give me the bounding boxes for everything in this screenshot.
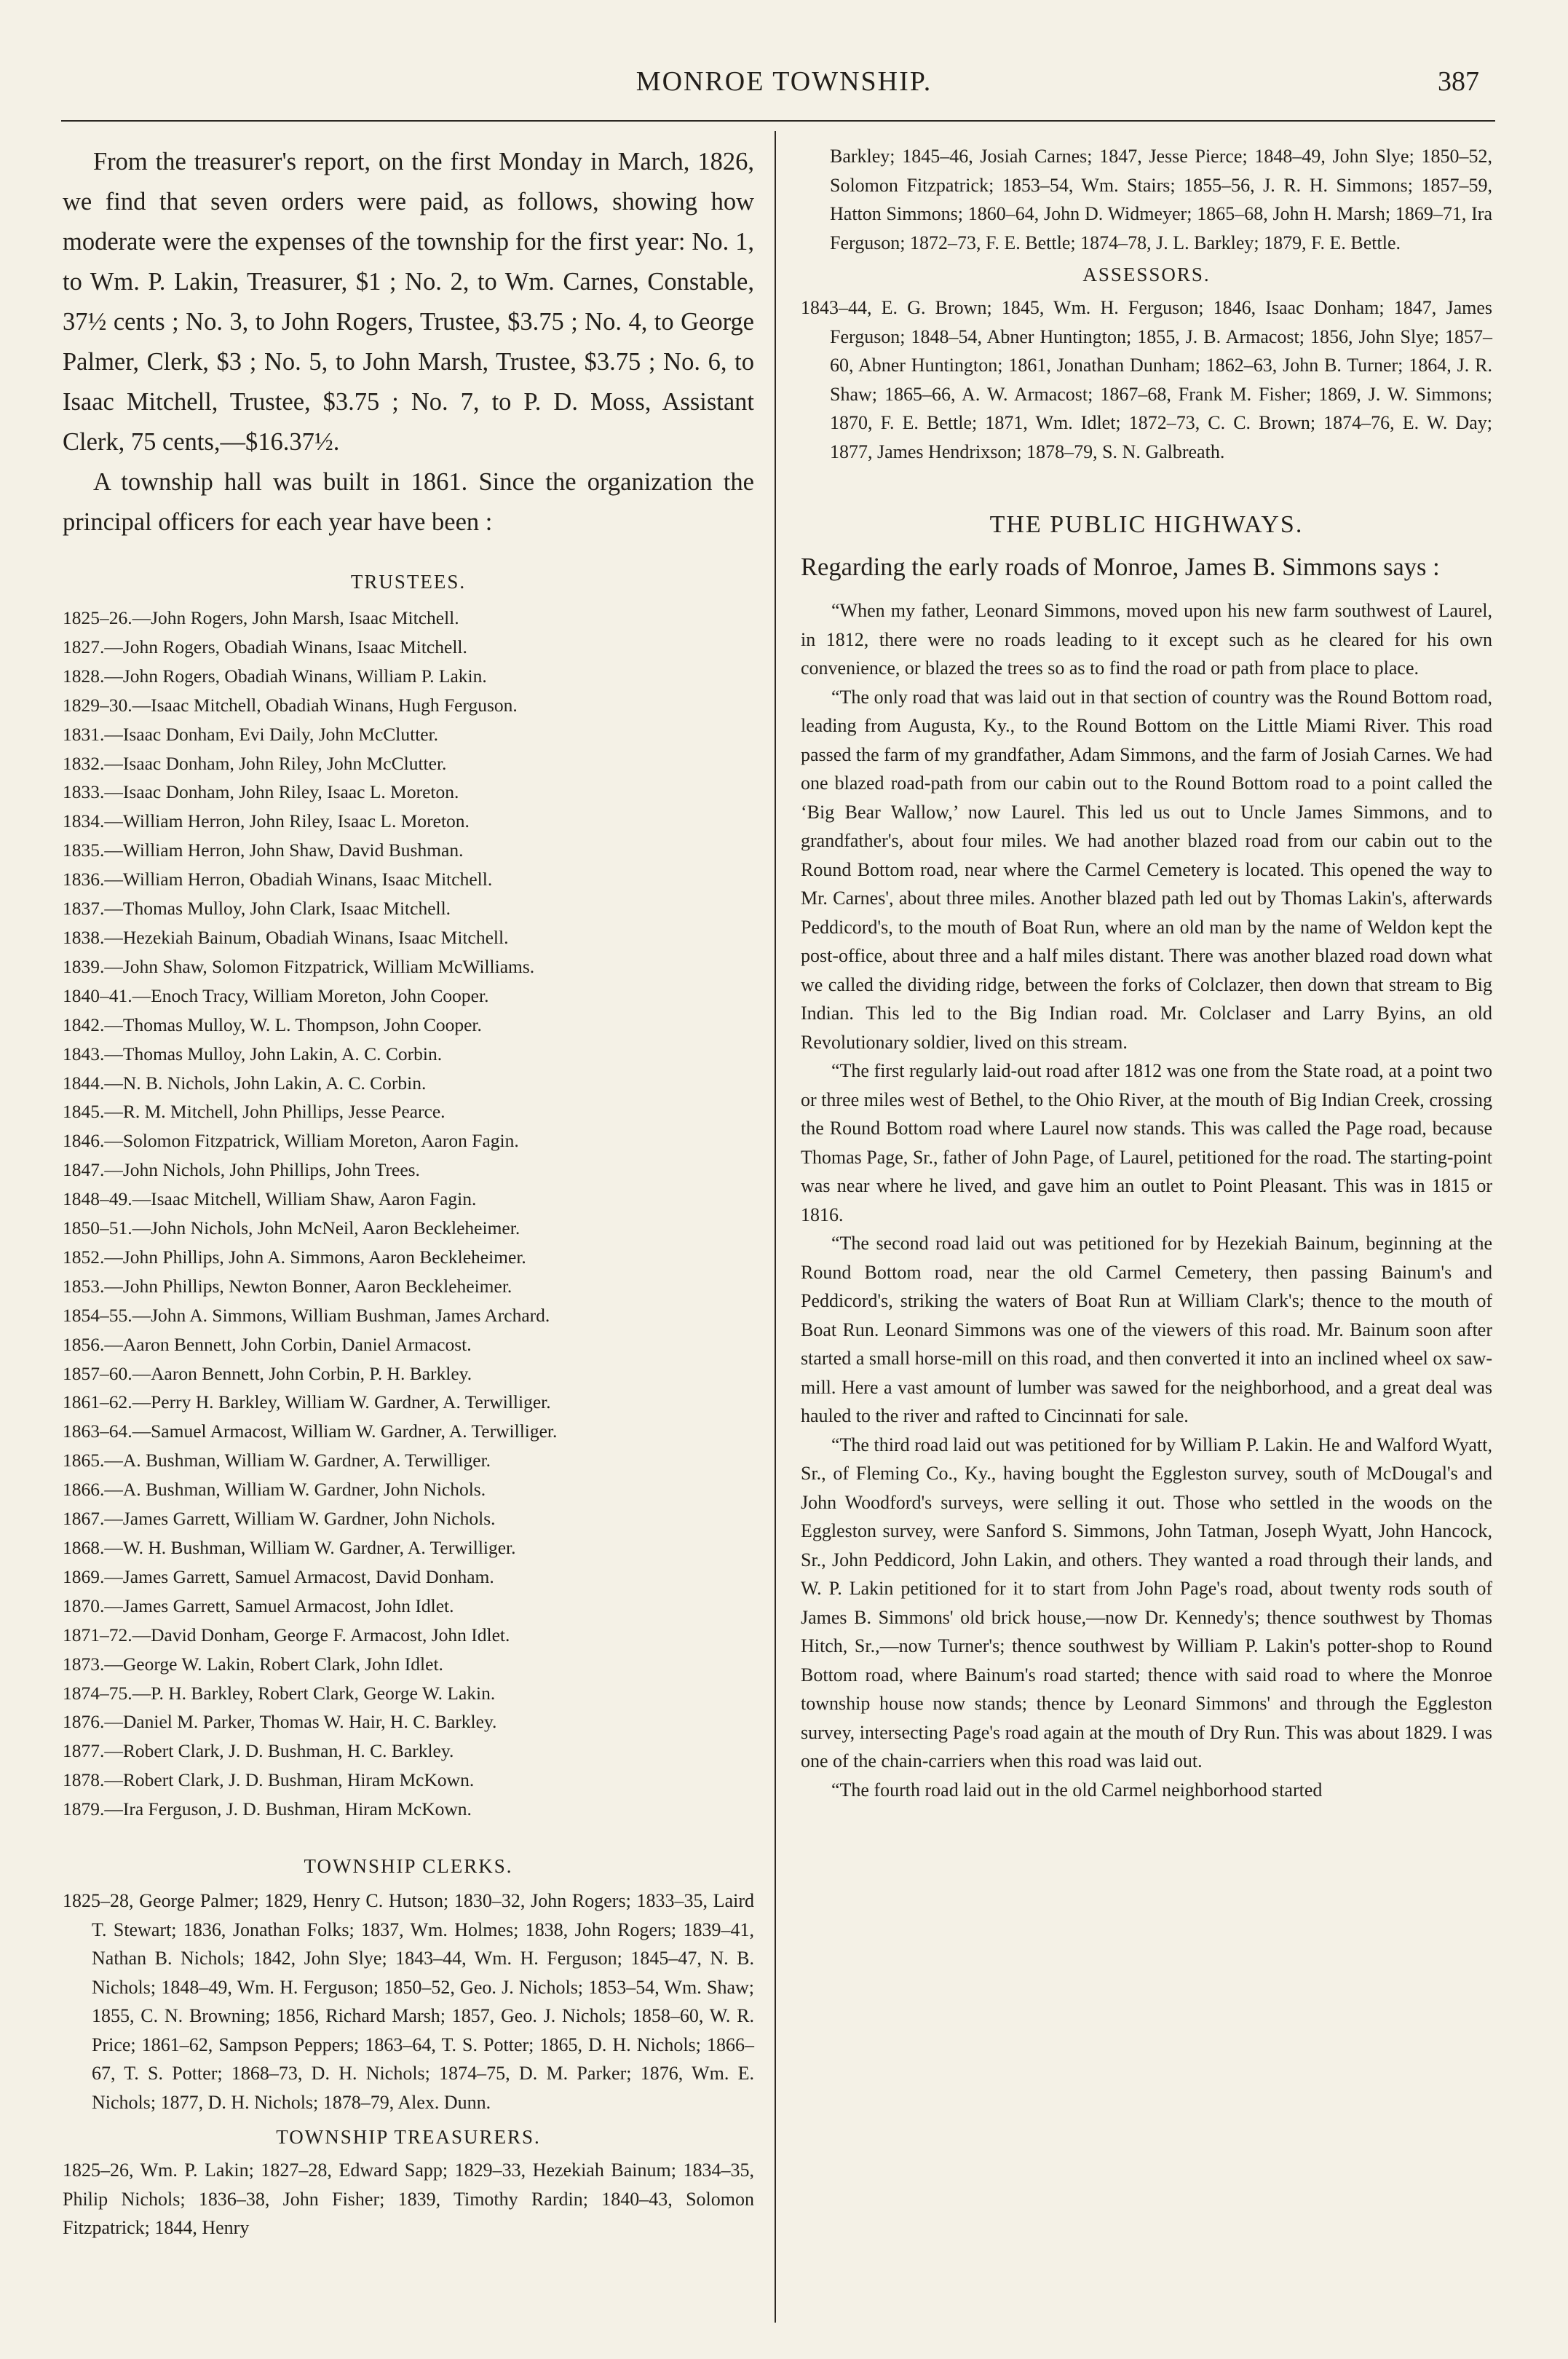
trustee-entry: 1825–26.—John Rogers, John Marsh, Isaac Mitchell. [63,607,459,628]
trustee-entry: 1866.—A. Bushman, William W. Gardner, John Nichols. [63,1479,486,1501]
trustee-entry: 1827.—John Rogers, Obadiah Winans, Isaac Mitchell. [63,636,467,657]
header-rule [61,120,1495,122]
assessors-heading: ASSESSORS. [1082,264,1211,285]
trustee-entry: 1861–62.—Perry H. Barkley, William W. Gardner, A. Terwilliger. [63,1391,551,1413]
treasurers-continued-text: Barkley; 1845–46, Josiah Carnes; 1847, Jesse Pierce; 1848–49, John Slye; 1850–52, Solomon Fitzpatrick; 1853–54, Wm. Stairs; 1855–56, J. R. H. Simmons; 1857–59, Hatton Simmons; 1860–64, John D. Widmeyer; 1865–68, John H. Marsh; 1869–71, Ira Ferguson; 1872–73, F. E. Bettle; 1874–78, J. L. Barkley; 1879, F. E. Bettle. [830,146,1492,253]
trustee-entry: 1877.—Robert Clark, J. D. Bushman, H. C. Barkley. [63,1740,454,1762]
assessors-text: 1843–44, E. G. Brown; 1845, Wm. H. Ferguson; 1846, Isaac Donham; 1847, James Ferguson; 1848–54, Abner Huntington; 1855, J. B. Armacost; 1856, John Slye; 1857–60, Abner Huntington; 1861, Jonathan Dunham; 1862–63, John B. Turner; 1864, J. R. Shaw; 1865–66, A. W. Armacost; 1867–68, Frank M. Fisher; 1869, J. W. Simmons; 1870, F. E. Bettle; 1871, Wm. Idlet; 1872–73, C. C. Brown; 1874–76, E. W. Day; 1877, James Hendrixson; 1878–79, S. N. Galbreath. [801,297,1492,462]
trustee-entry: 1836.—William Herron, Obadiah Winans, Isaac Mitchell. [63,869,493,890]
trustee-entry: 1848–49.—Isaac Mitchell, William Shaw, Aaron Fagin. [63,1188,477,1210]
trustee-entry: 1874–75.—P. H. Barkley, Robert Clark, George W. Lakin. [63,1682,496,1704]
trustee-entry: 1879.—Ira Ferguson, J. D. Bushman, Hiram McKown. [63,1798,472,1820]
trustee-entry: 1863–64.—Samuel Armacost, William W. Gardner, A. Terwilliger. [63,1420,558,1442]
trustee-entry: 1844.—N. B. Nichols, John Lakin, A. C. Corbin. [63,1072,427,1094]
trustee-entry: 1878.—Robert Clark, J. D. Bushman, Hiram McKown. [63,1769,475,1791]
trustee-entry: 1838.—Hezekiah Bainum, Obadiah Winans, Isaac Mitchell. [63,926,509,948]
trustee-entry: 1854–55.—John A. Simmons, William Bushman, James Archard. [63,1304,550,1326]
trustee-entry: 1871–72.—David Donham, George F. Armacost, John Idlet. [63,1624,510,1645]
quote-paragraph: “The first regularly laid-out road after 1812 was one from the State road, at a point two or three miles west of Bethel, to the Ohio River, at the mouth of Big Indian Creek, crossing the Round Bottom road where Laurel now stands. This was called the Page road, because Thomas Page, Sr., father of John Page, of Laurel, petitioned for the road. The starting-point was near where he lived, and gave him an outlet to Point Pleasant. This was in 1815 or 1816. [801,1060,1492,1225]
public-highways-heading: THE PUBLIC HIGHWAYS. [989,511,1304,538]
trustee-entry: 1834.—William Herron, John Riley, Isaac L. Moreton. [63,810,470,832]
simmons-quote [801,596,1492,1804]
highways-intro: Regarding the early roads of Monroe, James B. Simmons says : [801,553,1440,581]
trustee-entry: 1828.—John Rogers, Obadiah Winans, William P. Lakin. [63,665,487,687]
clerks-text: 1825–28, George Palmer; 1829, Henry C. Hutson; 1830–32, John Rogers; 1833–35, Laird T. Stewart; 1836, Jonathan Folks; 1837, Wm. Holmes; 1838, John Rogers; 1839–41, Nathan B. Nichols; 1842, John Slye; 1843–44, Wm. H. Ferguson; 1845–47, N. B. Nichols; 1848–49, Wm. H. Ferguson; 1850–52, Geo. J. Nichols; 1853–54, Wm. Shaw; 1855, C. N. Browning; 1856, Richard Marsh; 1857, Geo. J. Nichols; 1858–60, W. R. Price; 1861–62, Sampson Peppers; 1863–64, T. S. Potter; 1865, D. H. Nichols; 1866–67, T. S. Potter; 1868–73, D. H. Nichols; 1874–75, D. M. Parker; 1876, Wm. E. Nichols; 1877, D. H. Nichols; 1878–79, Alex. Dunn. [63,1890,754,2113]
trustee-entry: 1857–60.—Aaron Bennett, John Corbin, P. H. Barkley. [63,1362,472,1384]
quote-paragraph: “The only road that was laid out in that section of country was the Round Bottom road, leading from Augusta, Ky., to the Round Bottom on the Little Miami River. This road passed the farm of my grandfather, Adam Simmons, and the farm of Josiah Carnes. We had one blazed road-path from our cabin out to the Round Bottom road to a point called the ‘Big Bear Wallow,’ now Laurel. This led us out to Uncle James Simmons, and to grandfather's, about four miles. We had another blazed road from our cabin out to the Round Bottom road, near where the Carmel Cemetery is located. This opened the way to Mr. Carnes', about three miles. Another blazed path led out by Thomas Lakin's, afterwards Peddicord's, to the mouth of Boat Run, where an old man by the name of Weldon kept the post-office, about three and a half miles distant. There was another blazed road down what we called the dividing ridge, between the forks of Colclazer, then down that stream to Big Indian. This led to the Big Indian road. Mr. Colclaser and Larry Byins, an old Revolutionary soldier, lived on this stream. [801,686,1492,1053]
township-hall-paragraph: A township hall was built in 1861. Since the organization the principal officers for each year have been : [63,468,754,536]
treasurer-report-paragraph: From the treasurer's report, on the first Monday in March, 1826, we find that seven orders were paid, as follows, showing how moderate were the expenses of the township for the first year: No. 1, to Wm. P. Lakin, Treasurer, $1 ; No. 2, to Wm. Carnes, Constable, 37½ cents ; No. 3, to John Rogers, Trustee, $3.75 ; No. 4, to George Palmer, Clerk, $3 ; No. 5, to John Marsh, Trustee, $3.75 ; No. 6, to Isaac Mitchell, Trustee, $3.75 ; No. 7, to P. D. Moss, Assistant Clerk, 75 cents,—$16.37½. [63,148,754,456]
trustee-entry: 1846.—Solomon Fitzpatrick, William Moreton, Aaron Fagin. [63,1130,519,1152]
quote-paragraph: “The fourth road laid out in the old Carmel neighborhood started [831,1779,1323,1801]
trustee-entry: 1847.—John Nichols, John Phillips, John Trees. [63,1159,420,1181]
left-column [63,142,754,2243]
trustee-entry: 1829–30.—Isaac Mitchell, Obadiah Winans, Hugh Ferguson. [63,694,518,716]
page-number: 387 [1438,66,1479,97]
trustee-entry: 1876.—Daniel M. Parker, Thomas W. Hair, H. C. Barkley. [63,1711,497,1733]
trustee-entry: 1867.—James Garrett, William W. Gardner, John Nichols. [63,1508,496,1530]
quote-paragraph: “The second road laid out was petitioned for by Hezekiah Bainum, beginning at the Round Bottom road, near the old Carmel Cemetery, then passing Bainum's and Peddicord's, striking the waters of Boat Run at William Clark's; thence to the mouth of Boat Run. Leonard Simmons was one of the viewers of this road. Mr. Bainum soon after started a small horse-mill on this road, and then converted it into an inclined wheel ox saw-mill. Here a vast amount of lumber was sawed for the neighborhood, and a great deal was hauled to the river and rafted to Cincinnati for sale. [801,1233,1492,1426]
trustee-entry: 1837.—Thomas Mulloy, John Clark, Isaac Mitchell. [63,898,451,920]
trustee-entry: 1868.—W. H. Bushman, William W. Gardner, A. Terwilliger. [63,1537,516,1558]
right-column [801,142,1492,1804]
trustee-entry: 1869.—James Garrett, Samuel Armacost, David Donham. [63,1565,494,1587]
trustee-entry: 1842.—Thomas Mulloy, W. L. Thompson, John Cooper. [63,1013,482,1035]
trustee-entry: 1839.—John Shaw, Solomon Fitzpatrick, William McWilliams. [63,955,535,977]
quote-paragraph: “When my father, Leonard Simmons, moved upon his new farm southwest of Laurel, in 1812, there were no roads leading to it except such as he cleared for his own convenience, or blazed the trees so as to find the road or path from place to place. [801,600,1492,679]
trustees-heading: TRUSTEES. [350,571,467,593]
treasurers-text: 1825–26, Wm. P. Lakin; 1827–28, Edward Sapp; 1829–33, Hezekiah Bainum; 1834–35, Philip Nichols; 1836–38, John Fisher; 1839, Timothy Rardin; 1840–43, Solomon Fitzpatrick; 1844, Henry [63,2160,754,2239]
page-header [0,66,1568,109]
running-title: MONROE TOWNSHIP. [635,66,933,97]
column-rule [775,131,776,2323]
trustee-entry: 1853.—John Phillips, Newton Bonner, Aaron Beckleheimer. [63,1275,512,1297]
trustee-entry: 1833.—Isaac Donham, John Riley, Isaac L. Moreton. [63,781,459,803]
trustee-entry: 1870.—James Garrett, Samuel Armacost, John Idlet. [63,1595,454,1616]
clerks-heading: TOWNSHIP CLERKS. [304,1855,513,1878]
trustee-entry: 1831.—Isaac Donham, Evi Daily, John McClutter. [63,723,439,745]
trustee-entry: 1843.—Thomas Mulloy, John Lakin, A. C. Corbin. [63,1043,443,1064]
trustee-entry: 1865.—A. Bushman, William W. Gardner, A. Terwilliger. [63,1450,491,1471]
treasurers-heading: TOWNSHIP TREASURERS. [276,2126,541,2149]
trustee-entry: 1852.—John Phillips, John A. Simmons, Aaron Beckleheimer. [63,1246,526,1268]
quote-paragraph: “The third road laid out was petitioned for by William P. Lakin. He and Walford Wyatt, Sr., of Fleming Co., Ky., having bought the Eggleston survey, south of McDougal's and John Woodford's surveys, were selling it out. Those who settled in the woods on the Eggleston survey, were Sanford S. Simmons, John Tatman, Joseph Wyatt, John Hancock, Sr., John Peddicord, John Lakin, and others. They wanted a road through their lands, and W. P. Lakin petitioned for it to start from John Page's road, about twenty rods south of James B. Simmons' old brick house,—now Dr. Kennedy's; thence southwest by Thomas Hitch, Sr.,—now Turner's; thence southwest by William P. Lakin's potter-shop to Round Bottom road, where Bainum's road started; thence with said road to where the Monroe township house now stands; thence by Leonard Simmons' and through the Eggleston survey, intersecting Page's road again at the mouth of Dry Run. This was about 1829. I was one of the chain-carriers when this road was laid out. [801,1434,1492,1771]
trustees-list [63,604,754,1824]
trustee-entry: 1840–41.—Enoch Tracy, William Moreton, John Cooper. [63,984,489,1006]
trustee-entry: 1873.—George W. Lakin, Robert Clark, John Idlet. [63,1653,443,1675]
trustee-entry: 1845.—R. M. Mitchell, John Phillips, Jesse Pearce. [63,1101,446,1123]
trustee-entry: 1835.—William Herron, John Shaw, David Bushman. [63,839,464,861]
trustee-entry: 1832.—Isaac Donham, John Riley, John McClutter. [63,752,447,774]
trustee-entry: 1850–51.—John Nichols, John McNeil, Aaron Beckleheimer. [63,1217,520,1239]
trustee-entry: 1856.—Aaron Bennett, John Corbin, Daniel Armacost. [63,1333,472,1355]
